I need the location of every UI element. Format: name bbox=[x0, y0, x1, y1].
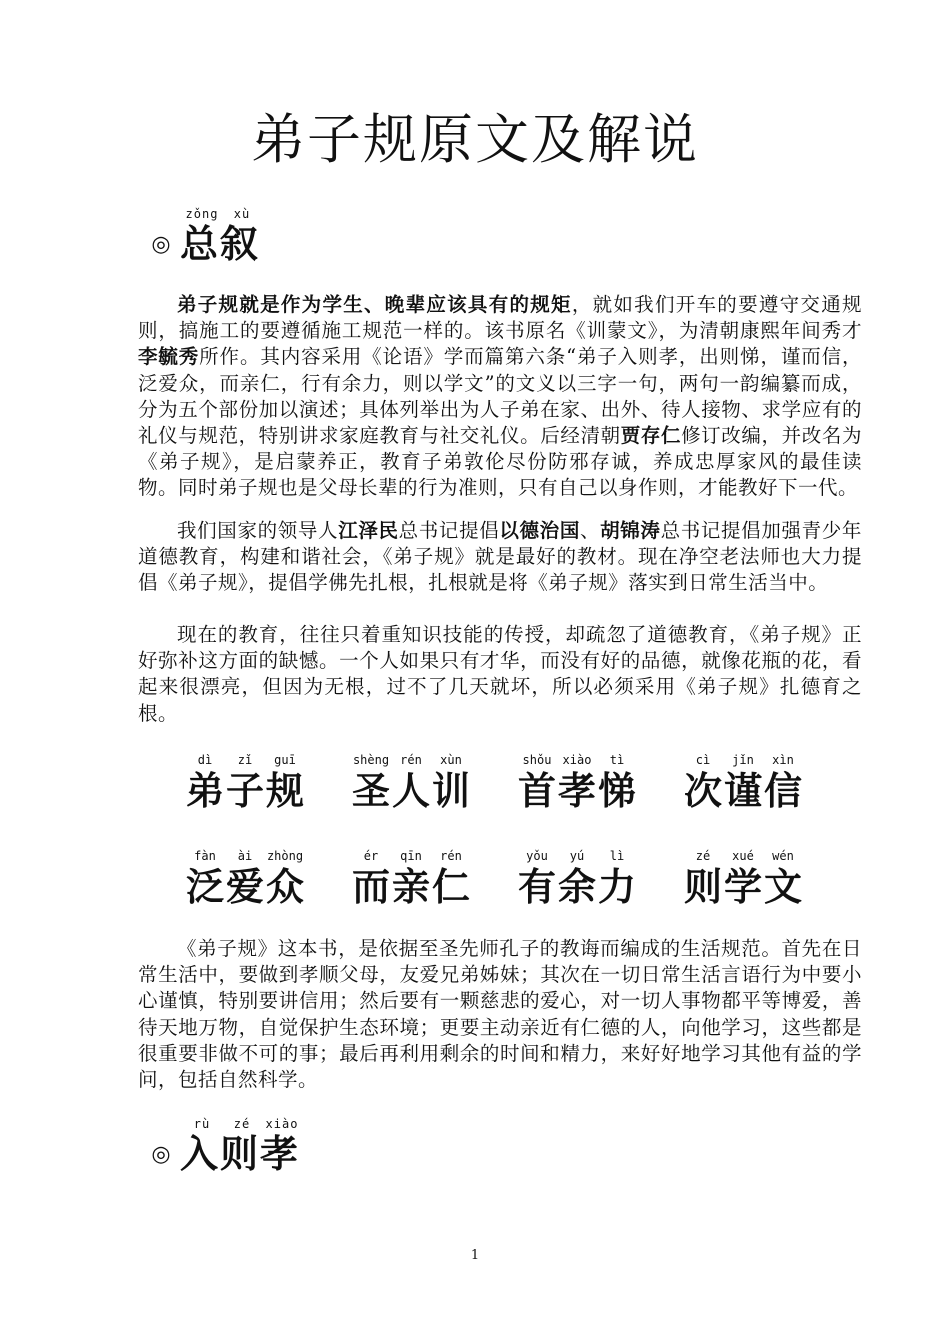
verse-character: 学 bbox=[723, 864, 762, 909]
pinyin-syllable: jǐn bbox=[732, 753, 754, 767]
verse-character: 次 bbox=[683, 768, 722, 813]
verse-character: 谨 bbox=[723, 768, 762, 813]
verse-character: 人 bbox=[391, 768, 430, 813]
pinyin-syllable: xiào bbox=[265, 1117, 299, 1131]
verse-phrase bbox=[351, 752, 471, 814]
pinyin-syllable: dì bbox=[197, 753, 213, 767]
verse-row-1 bbox=[185, 752, 803, 814]
pinyin-syllable: xùn bbox=[440, 753, 462, 767]
verse-row-2 bbox=[185, 848, 803, 910]
verse-phrase bbox=[683, 848, 803, 910]
verse-character: 力 bbox=[597, 864, 636, 909]
section-heading-zongxu bbox=[142, 206, 262, 266]
text-run: 我们国家的领导人 bbox=[177, 519, 339, 542]
verse-phrase bbox=[351, 848, 471, 910]
heading-pinyin bbox=[182, 206, 262, 222]
verse-character: 信 bbox=[763, 768, 802, 813]
pinyin-syllable: rén bbox=[440, 849, 462, 863]
verse-character: 首 bbox=[517, 768, 556, 813]
verse-character: 悌 bbox=[597, 768, 636, 813]
verse-pinyin bbox=[351, 848, 471, 864]
verse-pinyin bbox=[185, 848, 305, 864]
verse-pinyin bbox=[683, 752, 803, 768]
pinyin-syllable: shǒu bbox=[522, 753, 552, 767]
verse-character: 子 bbox=[225, 768, 264, 813]
pinyin-syllable: xù bbox=[233, 207, 251, 221]
pinyin-syllable: wén bbox=[772, 849, 794, 863]
verse-phrase bbox=[683, 752, 803, 814]
pinyin-syllable: xué bbox=[732, 849, 754, 863]
verse-character: 圣 bbox=[351, 768, 390, 813]
verse-pinyin bbox=[517, 752, 637, 768]
page-title: 弟子规原文及解说 bbox=[251, 108, 699, 171]
paragraph-education bbox=[138, 622, 862, 727]
pinyin-syllable: ér bbox=[363, 849, 379, 863]
verse-character: 爱 bbox=[225, 864, 264, 909]
pinyin-syllable: zǒng bbox=[185, 207, 219, 221]
verse-character: 弟 bbox=[185, 768, 224, 813]
paragraph-intro bbox=[138, 292, 862, 502]
verse-characters bbox=[517, 864, 637, 910]
verse-phrase bbox=[185, 848, 305, 910]
pinyin-syllable: zé bbox=[695, 849, 711, 863]
verse-phrase bbox=[185, 752, 305, 814]
section-heading-ruzexiao bbox=[142, 1116, 302, 1176]
verse-pinyin bbox=[185, 752, 305, 768]
text-run: 所作。其内容采用《论语》学而篇第六条“弟子入则孝，出则悌，谨而信，泛爱众，而亲仁，行有余力，则以学文”的文义以三字一句，两句一韵编纂而成，分为五个部份加以演述；具体列举出为人子弟在家、出外、待人接物、求学应有的礼仪与规范，特别讲求家庭教育与社交礼仪。后经清朝 bbox=[138, 345, 862, 448]
heading-pinyin bbox=[182, 1116, 302, 1132]
pinyin-syllable: yú bbox=[569, 849, 585, 863]
double-circle-bullet-icon: ◎ bbox=[151, 1141, 171, 1167]
verse-character: 而 bbox=[351, 864, 390, 909]
verse-pinyin bbox=[683, 848, 803, 864]
pinyin-syllable: zhòng bbox=[266, 849, 304, 863]
verse-phrase bbox=[517, 848, 637, 910]
verse-character: 有 bbox=[517, 864, 556, 909]
text-run: ，就如我们开车的要遵守交通规则，搞施工的要遵循施工规范一样的。该书原名《训蒙文》，为清朝康熙年间秀才 bbox=[138, 293, 862, 343]
pinyin-syllable: rù bbox=[193, 1117, 211, 1131]
text-run: 现在的教育，往往只着重知识技能的传授，却疏忽了道德教育，《弟子规》正好弥补这方面的缺憾。一个人如果只有才华，而没有好的品德，就像花瓶的花，看起来很漂亮，但因为无根，过不了几天就坏，所以必须采用《弟子规》扎德育之根。 bbox=[138, 623, 862, 725]
verse-characters bbox=[683, 768, 803, 814]
pinyin-syllable: cì bbox=[695, 753, 711, 767]
verse-characters bbox=[185, 864, 305, 910]
verse-character: 孝 bbox=[557, 768, 596, 813]
pinyin-syllable: zǐ bbox=[237, 753, 253, 767]
pinyin-syllable: xìn bbox=[772, 753, 794, 767]
text-run: 《弟子规》这本书，是依据至圣先师孔子的教诲而编成的生活规范。首先在日常生活中，要做到孝顺父母，友爱兄弟姊妹；其次在一切日常生活言语行为中要小心谨慎，特别要讲信用；然后要有一颗慈悲的爱心，对一切人事物都平等博爱，善待天地万物，自觉保护生态环境；更要主动亲近有仁德的人，向他学习，这些都是很重要非做不可的事；最后再利用剩余的时间和精力，来好好地学习其他有益的学问，包括自然科学。 bbox=[138, 937, 862, 1092]
bold-text-run: 贾存仁 bbox=[620, 424, 682, 448]
verse-phrase bbox=[517, 752, 637, 814]
verse-character: 规 bbox=[265, 768, 304, 813]
verse-characters bbox=[185, 768, 305, 814]
pinyin-syllable: yǒu bbox=[526, 849, 548, 863]
paragraph-summary bbox=[138, 936, 862, 1093]
verse-pinyin bbox=[517, 848, 637, 864]
text-run: 总书记提倡加强青少年道德教育，构建和谐社会，《弟子规》就是最好的教材。现在净空老法师也大力提倡《弟子规》，提倡学佛先扎根，扎根就是将《弟子规》落实到日常生活当中。 bbox=[138, 519, 862, 595]
verse-character: 则 bbox=[683, 864, 722, 909]
pinyin-syllable: ài bbox=[237, 849, 253, 863]
pinyin-syllable: zé bbox=[233, 1117, 251, 1131]
text-run: 、 bbox=[579, 519, 601, 542]
bold-text-run: 江泽民 bbox=[338, 519, 399, 542]
pinyin-syllable: tì bbox=[609, 753, 625, 767]
page-number: 1 bbox=[470, 1248, 480, 1263]
verse-character: 众 bbox=[265, 864, 304, 909]
bold-text-run: 以德治国 bbox=[499, 519, 580, 542]
verse-character: 仁 bbox=[431, 864, 470, 909]
paragraph-leaders bbox=[138, 518, 862, 597]
verse-pinyin bbox=[351, 752, 471, 768]
verse-characters bbox=[517, 768, 637, 814]
pinyin-syllable: xiào bbox=[562, 753, 592, 767]
bold-text-run: 弟子规就是作为学生、晚辈应该具有的规矩 bbox=[177, 293, 572, 316]
text-run: 修订改编，并改名为《弟子规》，是启蒙养正，教育子弟敦伦尽份防邪存诚，养成忠厚家风的最佳读物。同时弟子规也是父母长辈的行为准则，只有自己以身作则，才能教好下一代。 bbox=[138, 424, 862, 500]
section-title: 总叙 bbox=[180, 221, 261, 266]
pinyin-syllable: lì bbox=[609, 849, 625, 863]
pinyin-syllable: guī bbox=[274, 753, 296, 767]
pinyin-syllable: shèng bbox=[352, 753, 390, 767]
pinyin-syllable: fàn bbox=[194, 849, 216, 863]
text-run: 总书记提倡 bbox=[398, 519, 500, 542]
bold-text-run: 胡锦涛 bbox=[600, 519, 661, 542]
pinyin-syllable: rén bbox=[400, 753, 422, 767]
verse-characters bbox=[351, 864, 471, 910]
verse-character: 训 bbox=[431, 768, 470, 813]
verse-characters bbox=[351, 768, 471, 814]
verse-character: 文 bbox=[763, 864, 802, 909]
verse-characters bbox=[683, 864, 803, 910]
section-title: 入则孝 bbox=[180, 1131, 301, 1176]
verse-character: 亲 bbox=[391, 864, 430, 909]
pinyin-syllable: qīn bbox=[400, 849, 422, 863]
verse-character: 余 bbox=[557, 864, 596, 909]
bold-text-run: 李毓秀 bbox=[138, 345, 200, 369]
verse-character: 泛 bbox=[185, 864, 224, 909]
double-circle-bullet-icon: ◎ bbox=[151, 231, 171, 257]
